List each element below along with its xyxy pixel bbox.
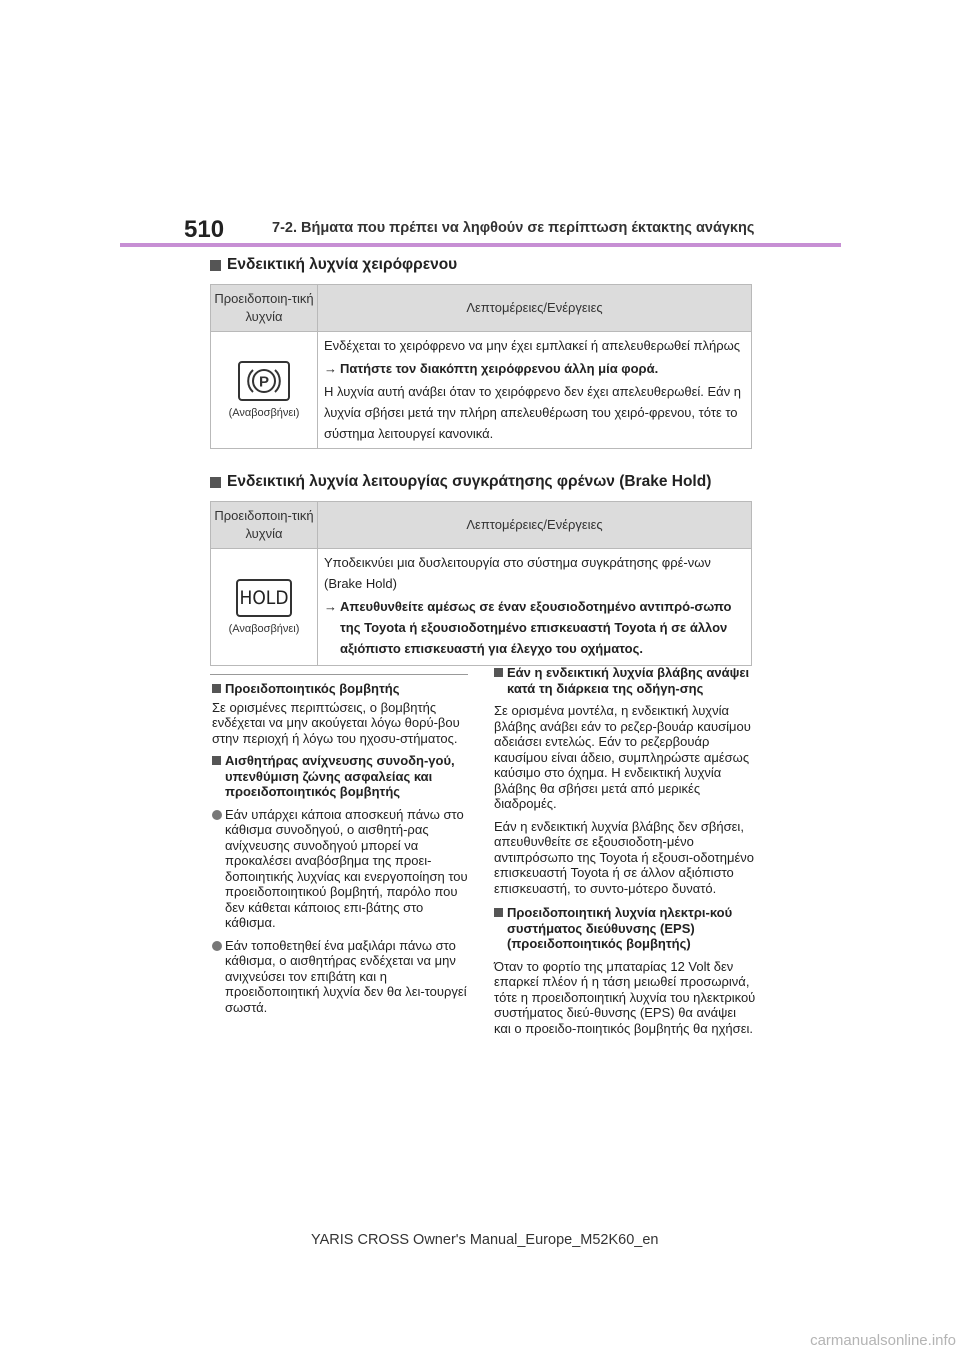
- subsection-title-text: Εάν η ενδεικτική λυχνία βλάβης ανάψει κατά τη διάρκεια της οδήγη-σης: [507, 665, 750, 696]
- detail-text-2: Η λυχνία αυτή ανάβει όταν το χειρόφρενο δεν έχει απελευθερωθεί. Εάν η λυχνία σβήσει μετά την πλήρη απελευθέρωση του χειρό-φρενου, τότε το σύστημα λειτουργεί κανονικά.: [324, 384, 742, 441]
- footer-text: YARIS CROSS Owner's Manual_Europe_M52K60_en: [311, 1232, 659, 1248]
- action-line: [324, 596, 745, 659]
- square-bullet-icon: [212, 684, 221, 693]
- malfunction-text-1: Σε ορισμένα μοντέλα, η ενδεικτική λυχνία βλάβης ανάβει εάν το ρεζερ-βουάρ καυσίμου αδειάσει εντελώς. Εάν το ρεζερβουάρ καυσίμου είναι άδειο, συμπληρώστε αμέσως καύσιμο στο όχημα. Η ενδεικτική λυχνία βλάβης θα σβήσει μετά από μερικές διαδρομές.: [494, 703, 751, 811]
- square-bullet-icon: [494, 668, 503, 677]
- subsection-title-buzzer: [212, 681, 470, 697]
- column-rule: [210, 674, 468, 675]
- action-text: Απευθυνθείτε αμέσως σε έναν εξουσιοδοτημένο αντιπρό-σωπο της Toyota ή εξουσιοδοτημένο επισκευαστή Toyota ή σε άλλον αξιόπιστο επισκευαστή για έλεγχο του οχήματος.: [340, 599, 732, 656]
- arrow-icon: →: [324, 599, 337, 614]
- subsection-title-eps: [494, 905, 756, 952]
- bullet-text: Εάν τοποθετηθεί ένα μαξιλάρι πάνω στο κάθισμα, ο αισθητήρας ενδέχεται να μην ανιχνεύσει τον επιβάτη και η προειδοποιητική λυχνία δεν θα λει-τουργεί σωστά.: [225, 937, 467, 1015]
- buzzer-text: Σε ορισμένες περιπτώσεις, ο βομβητής ενδέχεται να μην ακούγεται λόγω θορύ-βου στην περιοχή ή λόγω του ηχοσυ-στήματος.: [212, 699, 460, 746]
- square-bullet-icon: [212, 756, 221, 765]
- bullet-item: [212, 807, 470, 931]
- warning-light-cell: [211, 332, 318, 449]
- bullet-text: Εάν υπάρχει κάποια αποσκευή πάνω στο κάθισμα συνοδηγού, ο αισθητή-ρας ανίχνευσης συνοδηγού μπορεί να προκαλέσει αναβόσβημα της προει-δοποιητικής λυχνίας και ενεργοποίηση του προειδοποιητικού βομβητή, παρόλο που δεν κάθεται κάποιος επι-βάτης στο κάθισμα.: [225, 806, 468, 930]
- warning-light-cell: [211, 549, 318, 666]
- icon-label-flashing: (Αναβοσβήνει): [228, 623, 300, 635]
- malfunction-text-2: Εάν η ενδεικτική λυχνία βλάβης δεν σβήσει, απευθυνθείτε σε εξουσιοδοτη-μένο αντιπρόσωπο της Toyota ή εξουσι-οδοτημένο επισκευαστή Toyota ή σε άλλον αξιόπιστο επισκευαστή, το συντο-μότερο δυνατό.: [494, 818, 754, 896]
- col-header-details: Λεπτομέρειες/Ενέργειες: [318, 285, 752, 332]
- section-title-text: Ενδεικτική λυχνία λειτουργίας συγκράτησης φρένων (Brake Hold): [227, 473, 712, 490]
- subsection-title-sensor: [212, 753, 470, 800]
- bullet-dot-icon: [212, 810, 222, 820]
- col-header-warning-light: Προειδοποιη-τική λυχνία: [211, 285, 318, 332]
- chapter-title: 7-2. Βήματα που πρέπει να ληφθούν σε περίπτωση έκτακτης ανάγκης: [272, 220, 755, 236]
- subsection-title-text: Προειδοποιητική λυχνία ηλεκτρι-κού συστήματος διεύθυνσης (EPS) (προειδοποιητικός βομβητής): [507, 905, 733, 951]
- action-text: Πατήστε τον διακόπτη χειρόφρενου άλλη μία φορά.: [340, 361, 659, 376]
- details-cell: [318, 332, 752, 449]
- subsection-title-text: Αισθητήρας ανίχνευσης συνοδη-γού, υπενθύμιση ζώνης ασφαλείας και προειδοποιητικός βομβητής: [225, 753, 455, 799]
- parking-brake-icon: [238, 361, 290, 401]
- action-line: [324, 358, 745, 379]
- icon-label-flashing: (Αναβοσβήνει): [228, 407, 300, 419]
- parking-brake-table: [210, 284, 752, 449]
- col-header-details: Λεπτομέρειες/Ενέργειες: [318, 502, 752, 549]
- page-number: 510: [184, 216, 225, 243]
- bullet-dot-icon: [212, 941, 222, 951]
- subsection-title-malfunction: [494, 665, 756, 696]
- section-title-parking-brake: [210, 256, 457, 274]
- left-column: [212, 681, 470, 1015]
- right-column: [494, 665, 756, 1036]
- header-rule: [120, 243, 841, 247]
- subsection-title-text: Προειδοποιητικός βομβητής: [225, 681, 400, 696]
- details-cell: [318, 549, 752, 666]
- arrow-icon: →: [324, 361, 337, 376]
- hold-icon: [236, 579, 292, 617]
- eps-text: Όταν το φορτίο της μπαταρίας 12 Volt δεν επαρκεί πλέον ή η τάση μειωθεί προσωρινά, τότε η προειδοποιητική λυχνία του ηλεκτρικού συστήματος διεύ-θυνσης (EPS) θα ανάψει και ο προειδο-ποιητικός βομβητής θα ηχήσει.: [494, 958, 756, 1036]
- col-header-warning-light: Προειδοποιη-τική λυχνία: [211, 502, 318, 549]
- section-title-text: Ενδεικτική λυχνία χειρόφρενου: [227, 256, 458, 273]
- svg-text:P: P: [258, 373, 270, 391]
- square-bullet-icon: [210, 477, 221, 488]
- section-title-brake-hold: [210, 473, 711, 491]
- detail-text: Υποδεικνύει μια δυσλειτουργία στο σύστημα συγκράτησης φρέ-νων (Brake Hold): [324, 555, 711, 591]
- watermark: carmanualsonline.info: [810, 1332, 956, 1349]
- bullet-item: [212, 938, 470, 1016]
- square-bullet-icon: [494, 908, 503, 917]
- hold-icon-text: HOLD: [239, 587, 289, 609]
- brake-hold-table: [210, 501, 752, 666]
- detail-text: Ενδέχεται το χειρόφρενο να μην έχει εμπλακεί ή απελευθερωθεί πλήρως: [324, 338, 741, 353]
- square-bullet-icon: [210, 260, 221, 271]
